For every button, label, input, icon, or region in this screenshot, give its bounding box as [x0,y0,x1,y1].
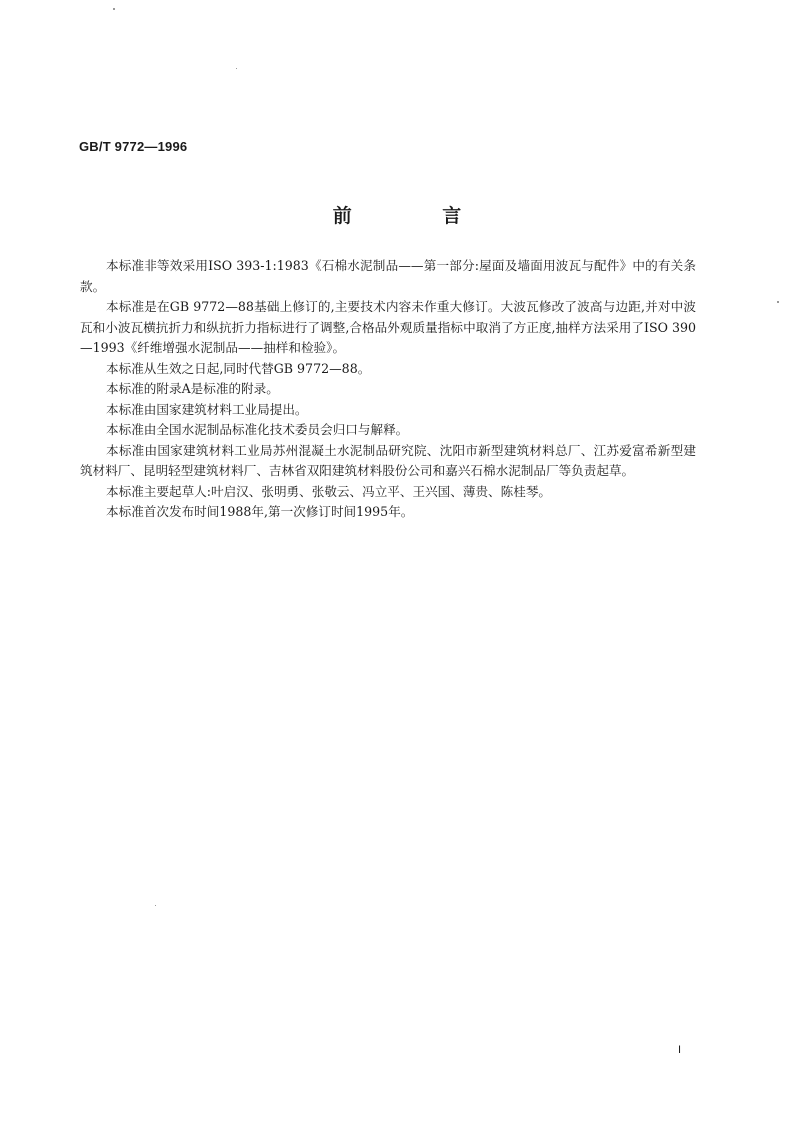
standard-code: GB/T 9772—1996 [79,139,188,154]
paragraph: 本标准的附录A是标准的附录。 [106,381,279,396]
paragraph: 本标准从生效之日起,同时代替GB 9772—88。 [106,360,371,376]
paragraph: 本标准由国家建筑材料工业局苏州混凝土水泥制品研究院、沈阳市新型建筑材料总厂、江苏爱富希新型建筑材料厂、昆明轻型建筑材料厂、吉林省双阳建筑材料股份公司和嘉兴石棉水泥制品厂等负责起草。 [80,442,696,478]
scan-speck [155,905,156,906]
page-title: 前 言 [332,205,504,227]
scan-speck [777,301,779,303]
paragraph: 本标准由全国水泥制品标准化技术委员会归口与解释。 [106,422,409,437]
paragraph: 本标准是在GB 9772—88基础上修订的,主要技术内容未作重大修订。大波瓦修改了波高与边距,并对中波瓦和小波瓦横抗折力和纵抗折力指标进行了调整,合格品外观质量指标中取消了方正度,抽样方法采用了ISO 390—1993《纤维增强水泥制品——抽样和检验》。 [80,299,696,355]
paragraph: 本标准主要起草人:叶启汉、张明勇、张敬云、冯立平、王兴国、薄贵、陈桂琴。 [106,483,552,499]
paragraph: 本标准由国家建筑材料工业局提出。 [106,401,308,417]
foreword-body [80,256,696,523]
paragraph: 本标准非等效采用ISO 393-1:1983《石棉水泥制品——第一部分:屋面及墙面用波瓦与配件》中的有关条款。 [80,258,696,294]
scan-speck [236,68,237,69]
scan-speck [113,8,115,10]
page-number: I [678,1044,682,1056]
paragraph: 本标准首次发布时间1988年,第一次修订时间1995年。 [106,504,414,519]
